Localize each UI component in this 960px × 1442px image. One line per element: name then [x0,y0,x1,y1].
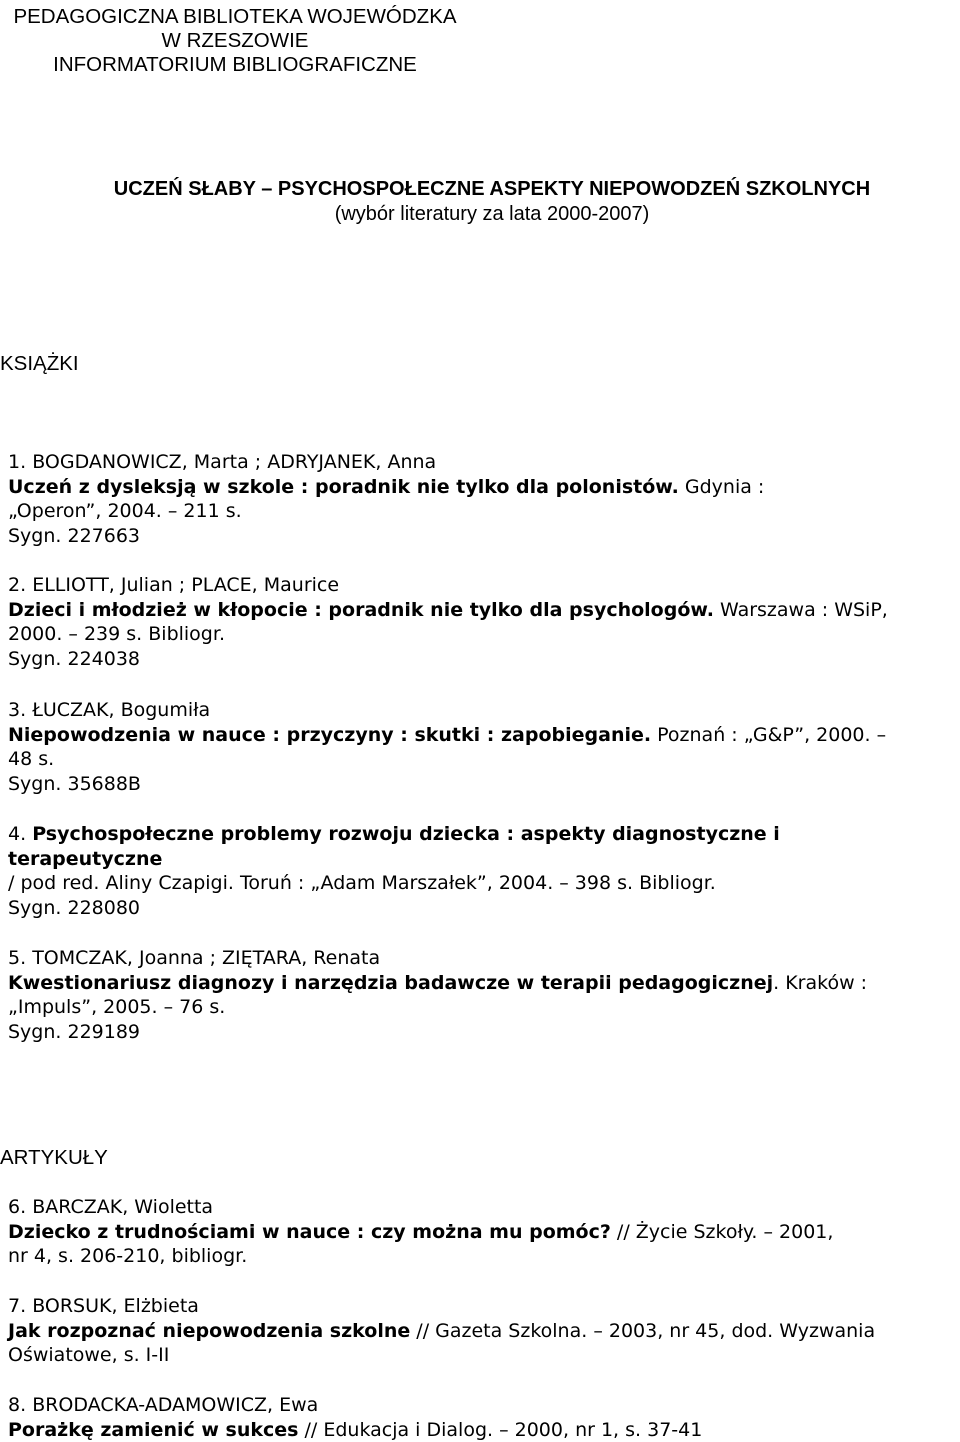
entry-title: Niepowodzenia w nauce : przyczyny : skutki : zapobieganie. [8,723,652,746]
entry-title: Dziecko z trudnościami w nauce : czy można mu pomóc? [8,1220,611,1243]
entry-authors: BRODACKA-ADAMOWICZ, Ewa [32,1394,319,1416]
entry-number: 7. [8,1295,27,1317]
entry-number: 8. [8,1394,27,1416]
entry-call-number: Sygn. 35688B [8,772,141,795]
entry-publication: // Gazeta Szkolna. – 2003, nr 45, dod. Wyzwania [410,1319,876,1342]
entry-publication: Poznań : „G&P”, 2000. – [651,723,887,746]
entry-publication: Gdynia : [678,475,765,498]
section-heading-articles: ARTYKUŁY [0,1146,108,1169]
entry-call-number: Sygn. 229189 [8,1020,141,1043]
entry-authors: BOGDANOWICZ, Marta ; ADRYJANEK, Anna [32,451,437,473]
entry-call-number: Sygn. 228080 [8,896,141,919]
entry-title: Uczeń z dysleksją w szkole : poradnik nie tylko dla polonistów. [8,475,679,498]
bibliography-entry [8,698,960,796]
bibliography-entry [8,822,960,920]
entry-title-cont: terapeutyczne [8,847,163,870]
entry-title: Jak rozpoznać niepowodzenia szkolne [8,1319,411,1342]
entry-publication: Warszawa : WSiP, [713,598,888,621]
entry-authors: ELLIOTT, Julian ; PLACE, Maurice [32,574,340,596]
entry-publication-cont: „Impuls”, 2005. – 76 s. [8,996,226,1019]
entry-number: 2. [8,574,27,596]
entry-number: 1. [8,451,27,473]
entry-call-number: Sygn. 227663 [8,524,141,547]
institution-department: INFORMATORIUM BIBLIOGRAFICZNE [53,53,417,76]
bibliography-entry [8,1195,960,1269]
document-subtitle: (wybór literatury za lata 2000-2007) [334,203,650,225]
entry-publication-cont: nr 4, s. 206-210, bibliogr. [8,1245,248,1268]
entry-publication: // Życie Szkoły. – 2001, [610,1220,834,1243]
entry-publication-cont: Oświatowe, s. I-II [8,1344,170,1367]
entry-number: 6. [8,1196,27,1218]
bibliography-entry [8,946,960,1044]
entry-title: Dzieci i młodzież w kłopocie : poradnik nie tylko dla psychologów. [8,598,714,621]
entry-authors: BORSUK, Elżbieta [32,1295,199,1317]
entry-number: 3. [8,699,27,721]
entry-publication-cont: 2000. – 239 s. Bibliogr. [8,623,225,646]
bibliography-entry [8,1393,960,1442]
entry-title: Psychospołeczne problemy rozwoju dziecka : aspekty diagnostyczne i [32,823,780,845]
entry-title: Porażkę zamienić w sukces [8,1418,299,1441]
bibliography-entry [8,573,960,671]
entry-call-number: Sygn. 224038 [8,647,141,670]
entry-publication: // Edukacja i Dialog. – 2000, nr 1, s. 37-41 [298,1418,703,1441]
entry-authors: ŁUCZAK, Bogumiła [32,699,211,721]
institution-city: W RZESZOWIE [161,29,309,52]
bibliography-entry [8,450,960,548]
institution-name: PEDAGOGICZNA BIBLIOTEKA WOJEWÓDZKA [13,5,457,28]
document-title: UCZEŃ SŁABY – PSYCHOSPOŁECZNE ASPEKTY NIEPOWODZEŃ SZKOLNYCH [113,178,871,200]
entry-publication: . Kraków : [773,971,868,994]
entry-authors: BARCZAK, Wioletta [32,1196,214,1218]
entry-authors: TOMCZAK, Joanna ; ZIĘTARA, Renata [32,947,381,969]
section-heading-books: KSIĄŻKI [0,352,79,375]
entry-publication-cont: „Operon”, 2004. – 211 s. [8,500,242,523]
entry-responsibility: / pod red. Aliny Czapigi. Toruń : „Adam Marszałek”, 2004. – 398 s. Bibliogr. [8,872,716,895]
bibliography-entry [8,1294,960,1368]
entry-number: 5. [8,947,27,969]
entry-number: 4. [8,823,27,845]
entry-title: Kwestionariusz diagnozy i narzędzia badawcze w terapii pedagogicznej [8,971,774,994]
entry-publication-cont: 48 s. [8,748,55,771]
